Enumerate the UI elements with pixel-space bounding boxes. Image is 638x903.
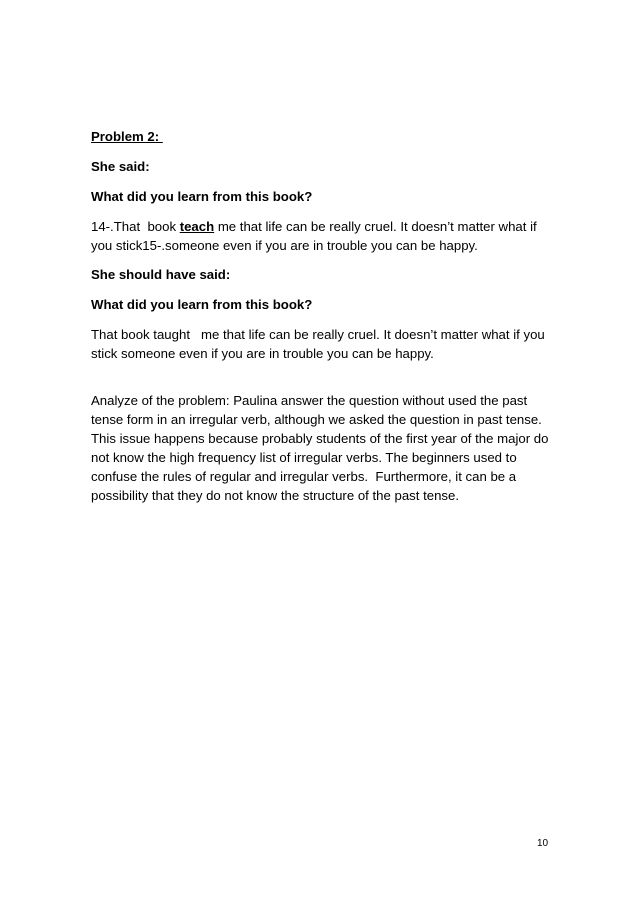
analysis-line: confuse the rules of regular and irregular verbs. Furthermore, it can be a [91, 469, 517, 484]
analysis-line: possibility that they do not know the structure of the past tense. [91, 488, 459, 503]
question-corrected: What did you learn from this book? [91, 297, 313, 312]
original-answer-prefix: 14-.That book [91, 219, 180, 234]
analysis-line: tense form in an irregular verb, although we asked the question in past tense. [91, 412, 542, 427]
original-answer-line1-suffix: me that life can be really cruel. It doesn’t matter what if [214, 219, 537, 234]
error-verb: teach [179, 219, 215, 234]
she-said-label: She said: [91, 159, 150, 174]
corrected-answer [91, 325, 551, 363]
analysis-line: Analyze of the problem: Paulina answer the question without used the past [91, 393, 528, 408]
page-content [91, 127, 551, 505]
analysis-paragraph [91, 391, 551, 505]
problem-heading: Problem 2: [91, 129, 163, 144]
original-answer-line2: you stick15-.someone even if you are in trouble you can be happy. [91, 238, 478, 253]
question-original: What did you learn from this book? [91, 189, 313, 204]
should-have-said-label: She should have said: [91, 267, 231, 282]
original-answer [91, 217, 551, 255]
page-number: 10 [537, 838, 549, 849]
analysis-line: not know the high frequency list of irregular verbs. The beginners used to [91, 450, 517, 465]
analysis-line: This issue happens because probably students of the first year of the major do [91, 431, 549, 446]
corrected-answer-line2: stick someone even if you are in trouble you can be happy. [91, 346, 434, 361]
corrected-answer-line1: That book taught me that life can be really cruel. It doesn’t matter what if you [91, 327, 545, 342]
